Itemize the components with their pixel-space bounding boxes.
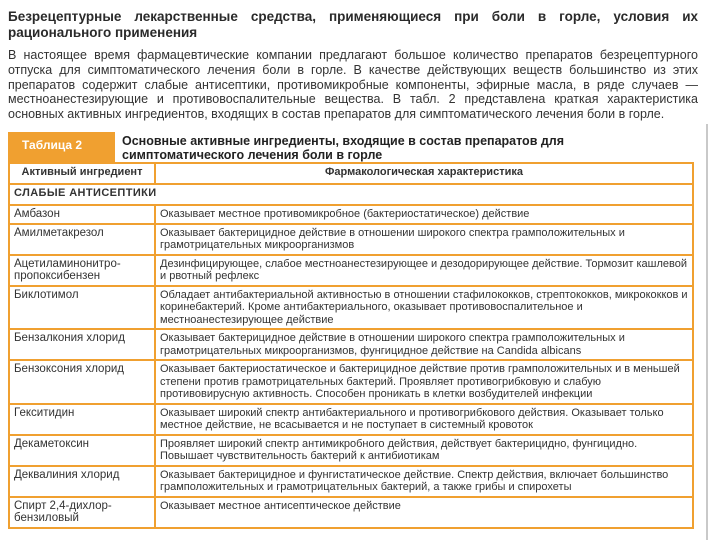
page-edge-divider: [706, 124, 708, 540]
ingredient-name: Биклотимол: [9, 286, 155, 330]
table-row: [9, 286, 693, 330]
ingredients-table: [8, 162, 694, 529]
ingredient-description: Проявляет широкий спектр антимикробного действия, действует бактерицидно, фунгицидно. Повышает чувствительность бактерий к антибиотикам: [155, 435, 693, 466]
table-row: [9, 466, 693, 497]
ingredient-description: Оказывает местное противомикробное (бактериостатическое) действие: [155, 205, 693, 224]
ingredient-name: Деквалиния хлорид: [9, 466, 155, 497]
intro-paragraph: В настоящее время фармацевтические компании предлагают большое количество препаратов безрецептурного отпуска для симптоматического лечения боли в горле. В качестве действующих веществ большинство из этих препаратов содержит слабые антисептики, противомикробные компоненты, эфирные масла, в ряде случаев — местноанестезирующие и противовоспалительные вещества. В табл. 2 представлена краткая характеристика основных активных ингредиентов, входящих в состав препаратов для симптоматического лечения боли в горле.: [8, 48, 698, 122]
ingredient-description: Оказывает бактериостатическое и бактерицидное действие против грамположительных и в меньшей степени против грамотрицательных бактерий. Проявляет противогрибковую и слабую противовирусную активность. Способен проникать в клетки возбудителей инфекции: [155, 360, 693, 404]
table-header-row: [9, 163, 693, 184]
page-title: Безрецептурные лекарственные средства, применяющиеся при боли в горле, условия их рационального применения: [8, 9, 698, 40]
table-row: [9, 360, 693, 404]
ingredient-description: Оказывает бактерицидное действие в отношении широкого спектра грамположительных и грамотрицательных микроорганизмов, фунгицидное действие на Candida albicans: [155, 329, 693, 360]
ingredient-name: Амбазон: [9, 205, 155, 224]
ingredient-description: Оказывает бактерицидное действие в отношении широкого спектра грамположительных и грамотрицательных микроорганизмов: [155, 224, 693, 255]
section-row: [9, 184, 693, 205]
ingredient-name: Гекситидин: [9, 404, 155, 435]
table-row: [9, 497, 693, 528]
table-number-label: Таблица 2: [8, 132, 115, 162]
table-row: [9, 255, 693, 286]
ingredient-name: Спирт 2,4-дихлор-бензиловый: [9, 497, 155, 528]
ingredient-name: Бензалкония хлорид: [9, 329, 155, 360]
ingredient-name: Ацетиламинонитро-пропоксибензен: [9, 255, 155, 286]
table-row: [9, 224, 693, 255]
column-header-ingredient: Активный ингредиент: [9, 163, 155, 184]
ingredient-description: Оказывает бактерицидное и фунгистатическое действие. Спектр действия, включает большинство грамположительных и грамотрицательных бактерий, а также грибы и спирохеты: [155, 466, 693, 497]
table-row: [9, 435, 693, 466]
table-header: [8, 132, 694, 162]
section-title: СЛАБЫЕ АНТИСЕПТИКИ: [9, 184, 693, 205]
ingredient-description: Оказывает местное антисептическое действие: [155, 497, 693, 528]
ingredient-description: Оказывает широкий спектр антибактериального и противогрибкового действия. Оказывает только местное действие, не всасывается и не поступает в системный кровоток: [155, 404, 693, 435]
ingredient-name: Декаметоксин: [9, 435, 155, 466]
ingredient-name: Амилметакрезол: [9, 224, 155, 255]
ingredient-description: Обладает антибактериальной активностью в отношении стафилококков, стрептококков, микрококков и коринебактерий. Кроме антибактериального, оказывает противовоспалительное и местноанестезирующее действие: [155, 286, 693, 330]
table-row: [9, 205, 693, 224]
ingredient-name: Бензоксония хлорид: [9, 360, 155, 404]
ingredient-description: Дезинфицирующее, слабое местноанестезирующее и дезодорирующее действие. Тормозит кашлевой и рвотный рефлекс: [155, 255, 693, 286]
table-row: [9, 329, 693, 360]
column-header-characteristics: Фармакологическая характеристика: [155, 163, 693, 184]
table-caption: Основные активные ингредиенты, входящие в состав препаратов для симптоматического лечения боли в горле: [122, 134, 565, 162]
table-row: [9, 404, 693, 435]
